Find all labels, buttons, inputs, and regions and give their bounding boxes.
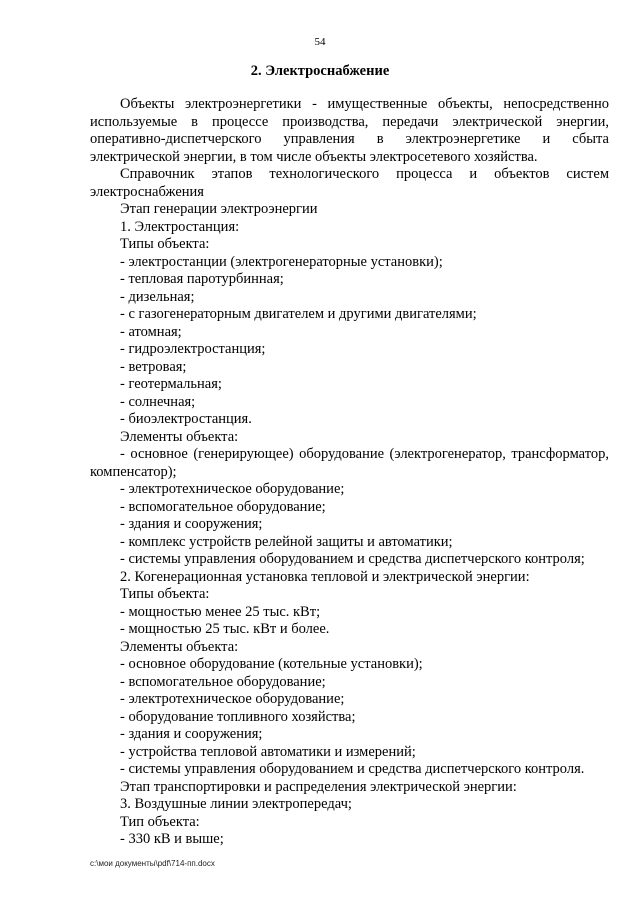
text-line: - с газогенераторным двигателем и другими двигателями; xyxy=(120,306,477,322)
text-line: компенсатор); xyxy=(90,463,177,480)
text-line: - основное оборудование (котельные установки); xyxy=(120,656,423,672)
text-line: - 330 кВ и выше; xyxy=(120,831,224,847)
text-line: - комплекс устройств релейной защиты и автоматики; xyxy=(120,533,453,550)
text-line: 1. Электростанция: xyxy=(120,218,240,235)
text-line: Типы объекта: xyxy=(120,586,210,602)
text-line: - электростанции (электрогенераторные установки); xyxy=(120,253,443,270)
text-line: 3. Воздушные линии электропередач; xyxy=(120,796,352,812)
text-line: Этап генерации электроэнергии xyxy=(120,201,318,217)
text-line: Справочник этапов технологического процесса и объектов систем xyxy=(120,166,609,182)
text-line: 2. Когенерационная установка тепловой и электрической энергии: xyxy=(120,568,530,585)
text-line: электрической энергии, в том числе объекты электросетевого хозяйства. xyxy=(90,148,538,165)
text-line: Элементы объекта: xyxy=(120,638,239,655)
text-line: - мощностью 25 тыс. кВт и более. xyxy=(120,621,330,637)
text-line: - системы управления оборудованием и средства диспетчерского контроля; xyxy=(120,551,585,567)
text-line: Типы объекта: xyxy=(120,236,210,252)
text-line: - здания и сооружения; xyxy=(120,726,263,742)
file-path-footer: c:\мои документы\pdf\714-пп.docx xyxy=(90,859,215,868)
text-line: электроснабжения xyxy=(90,183,204,200)
text-line: - системы управления оборудованием и средства диспетчерского контроля. xyxy=(120,761,585,777)
text-line: - вспомогательное оборудование; xyxy=(120,673,326,690)
text-line: Объекты электроэнергетики - имущественные объекты, непосредственно xyxy=(120,96,609,112)
text-line: - атомная; xyxy=(120,323,182,340)
text-line: - дизельная; xyxy=(120,288,195,305)
text-line: - основное (генерирующее) оборудование (электрогенератор, трансформатор, xyxy=(120,446,609,462)
text-line: - вспомогательное оборудование; xyxy=(120,498,326,515)
text-line: - геотермальная; xyxy=(120,376,222,392)
text-line: - здания и сооружения; xyxy=(120,516,263,532)
text-line: - мощностью менее 25 тыс. кВт; xyxy=(120,603,321,620)
text-line: используемые в процессе производства, передачи электрической энергии, xyxy=(90,113,609,130)
text-line: оперативно-диспетчерского управления в электроэнергетике и сбыта xyxy=(90,131,609,147)
text-line: Этап транспортировки и распределения электрической энергии: xyxy=(120,778,517,795)
section-heading: 2. Электроснабжение xyxy=(250,63,390,79)
text-line: - оборудование топливного хозяйства; xyxy=(120,708,356,725)
text-line: - ветровая; xyxy=(120,358,187,375)
document-body xyxy=(90,96,609,849)
text-line: - электротехническое оборудование; xyxy=(120,481,345,497)
text-line: - солнечная; xyxy=(120,393,196,410)
text-line: Элементы объекта: xyxy=(120,428,239,445)
text-line: - гидроэлектростанция; xyxy=(120,341,266,357)
text-line: Тип объекта: xyxy=(120,813,200,830)
text-line: - биоэлектростанция. xyxy=(120,411,252,427)
page-number: 54 xyxy=(314,36,326,48)
text-line: - тепловая паротурбинная; xyxy=(120,271,284,287)
text-line: - устройства тепловой автоматики и измерений; xyxy=(120,743,416,760)
text-line: - электротехническое оборудование; xyxy=(120,691,345,707)
